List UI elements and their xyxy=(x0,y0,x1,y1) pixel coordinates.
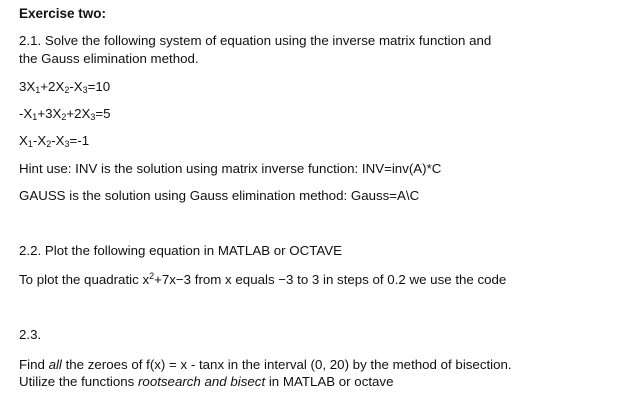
q1-text-line1: 2.1. Solve the following system of equation using the inverse matrix function and xyxy=(19,33,492,48)
q1-text-line2: the Gauss elimination method. xyxy=(19,51,199,66)
gauss-text: GAUSS is the solution using Gauss elimination method: Gauss=A\C xyxy=(19,188,420,203)
q2-title: 2.2. Plot the following equation in MATLAB or OCTAVE xyxy=(19,243,342,258)
q2-text: To plot the quadratic $x^2+7x-3$ from x equals −3 to 3 in steps of 0.2 we use the code xyxy=(19,271,507,287)
equation-2: $-X_1+3X_2+2X_3=5$ xyxy=(19,106,111,122)
equation-1: $3X_1+2X_2-X_3=10$ xyxy=(19,79,111,95)
q3-text-line2: Utilize the functions rootsearch and bisect in MATLAB or octave xyxy=(19,374,394,389)
q3-text-line1: Find all the zeroes of f(x) = x - tanx in the interval (0, 20) by the method of bisection. xyxy=(19,357,512,372)
equation-3: $X_1-X_2-X_3=-1$ xyxy=(19,133,90,149)
hint-text: Hint use: INV is the solution using matrix inverse function: INV=inv(A)*C xyxy=(19,161,442,176)
q3-title: 2.3. xyxy=(19,327,42,342)
exercise-title: Exercise two: xyxy=(19,6,107,21)
